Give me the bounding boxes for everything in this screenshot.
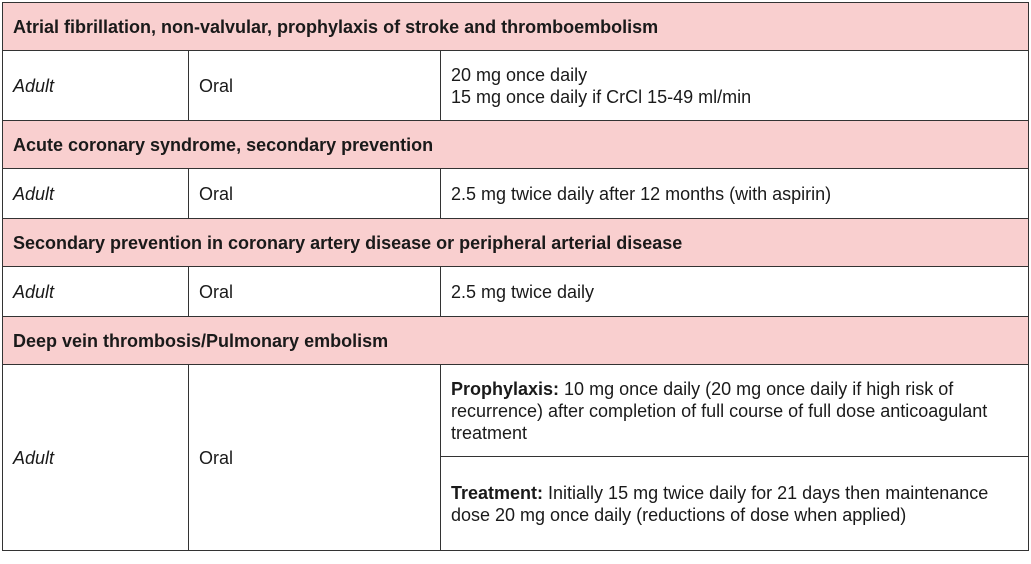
section-heading: Acute coronary syndrome, secondary prevention [3, 121, 1029, 169]
dose-text: Initially 15 mg twice daily for 21 days then maintenance dose 20 mg once daily (reductions of dose when applied) [451, 482, 989, 525]
route: Oral [189, 51, 441, 121]
dose-row [3, 51, 1029, 121]
dose-cell: 2.5 mg twice daily [441, 267, 1029, 317]
patient-group: Adult [3, 365, 189, 551]
route: Oral [189, 169, 441, 219]
dose-cell-treatment [441, 457, 1029, 551]
dose-row [3, 267, 1029, 317]
patient-group: Adult [3, 169, 189, 219]
route: Oral [189, 365, 441, 551]
dose-label: Treatment: [451, 482, 544, 503]
dose-cell-prophylaxis [441, 365, 1029, 457]
patient-group: Adult [3, 51, 189, 121]
section-heading: Deep vein thrombosis/Pulmonary embolism [3, 317, 1029, 365]
dose-label: Prophylaxis: [451, 378, 560, 399]
route: Oral [189, 267, 441, 317]
patient-group: Adult [3, 267, 189, 317]
section-header-row [3, 3, 1029, 51]
dose-line: 20 mg once daily [451, 64, 588, 85]
dose-row [3, 169, 1029, 219]
dose-text: 10 mg once daily (20 mg once daily if high risk of recurrence) after completion of full course of full dose anticoagulant treatment [451, 378, 988, 443]
section-heading: Secondary prevention in coronary artery disease or peripheral arterial disease [3, 219, 1029, 267]
dose-cell: 2.5 mg twice daily after 12 months (with aspirin) [441, 169, 1029, 219]
section-heading: Atrial fibrillation, non-valvular, prophylaxis of stroke and thromboembolism [3, 3, 1029, 51]
dosage-table [2, 2, 1029, 551]
section-header-row [3, 219, 1029, 267]
section-header-row [3, 121, 1029, 169]
dose-row [3, 365, 1029, 457]
dose-cell [441, 51, 1029, 121]
section-header-row [3, 317, 1029, 365]
dose-line: 15 mg once daily if CrCl 15-49 ml/min [451, 86, 752, 107]
